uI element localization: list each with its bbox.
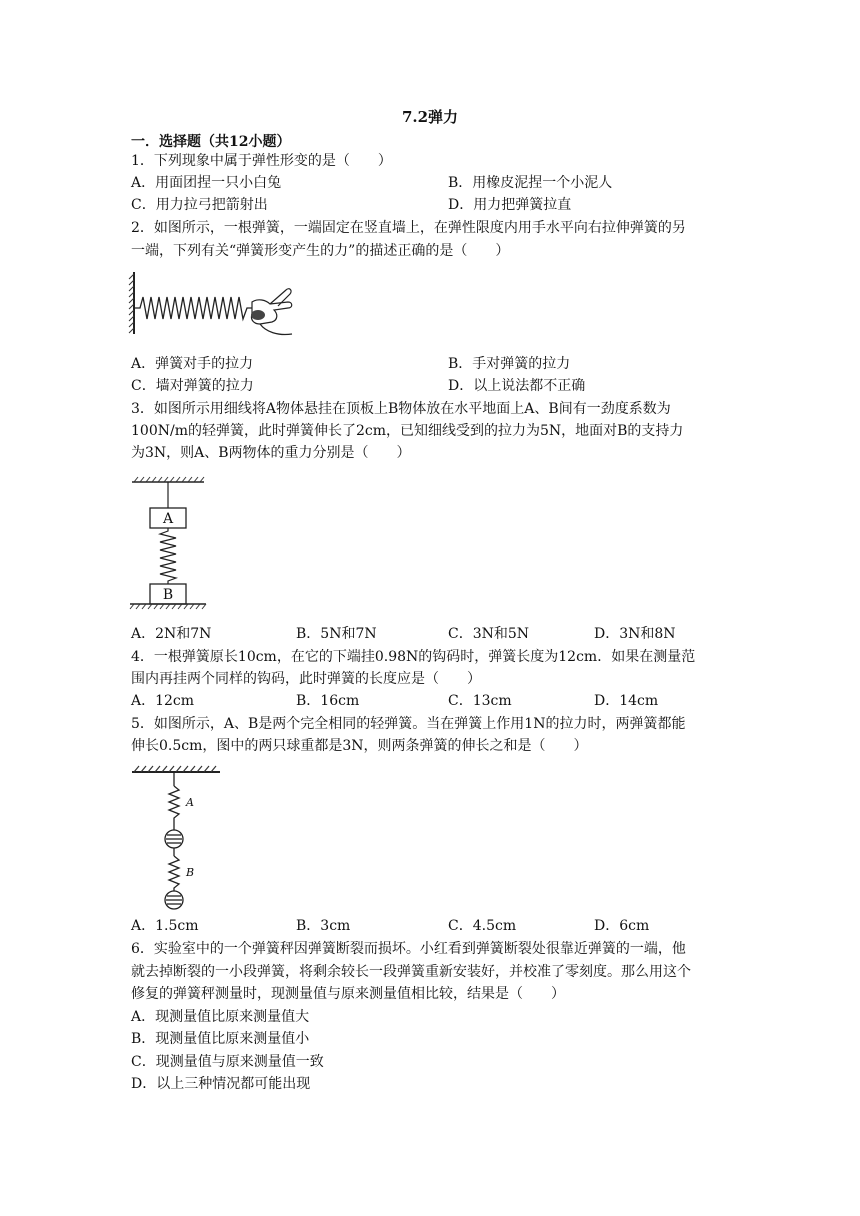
q2-stem-line1: 2．如图所示，一根弹簧，一端固定在竖直墙上，在弹性限度内用手水平向右拉伸弹簧的另 (131, 220, 686, 236)
q2-option-c: C．墙对弹簧的拉力 (131, 378, 254, 394)
q4-option-c: C．13cm (448, 693, 512, 709)
q3-two-blocks-figure (128, 476, 210, 612)
q1-option-d: D．用力把弹簧拉直 (448, 197, 572, 213)
q4-stem-line2: 围内再挂两个同样的钩码，此时弹簧的长度应是（ ） (131, 671, 481, 687)
q1-option-b: B．用橡皮泥捏一个小泥人 (448, 175, 613, 191)
q6-option-c: C．现测量值与原来测量值一致 (131, 1054, 324, 1070)
q2-option-b: B．手对弹簧的拉力 (448, 356, 571, 372)
q6-option-b: B．现测量值比原来测量值小 (131, 1031, 310, 1047)
q4-option-b: B．16cm (296, 693, 360, 709)
q3-option-a: A．2N和7N (131, 626, 212, 642)
q5-stem-line2: 伸长0.5cm，图中的两只球重都是3N，则两条弹簧的伸长之和是（ ） (131, 738, 588, 754)
q6-option-a: A．现测量值比原来测量值大 (131, 1009, 310, 1025)
q4-option-a: A．12cm (131, 693, 195, 709)
q5-spring-a-label: A (186, 796, 194, 809)
q4-option-d: D．14cm (594, 693, 659, 709)
q5-option-b: B．3cm (296, 918, 351, 934)
q6-option-d: D．以上三种情况都可能出现 (131, 1076, 311, 1092)
page-title: 7.2弹力 (401, 108, 459, 126)
q3-option-b: B．5N和7N (296, 626, 377, 642)
q3-stem-line3: 为3N，则A、B两物体的重力分别是（ ） (131, 445, 411, 461)
q6-stem-line2: 就去掉断裂的一小段弹簧，将剩余较长一段弹簧重新安装好，并校准了零刻度。那么用这个 (131, 964, 691, 980)
q5-spring-b-label: B (186, 866, 195, 879)
q4-stem-line1: 4．一根弹簧原长10cm，在它的下端挂0.98N的钩码时，弹簧长度为12cm．如果在测量范 (131, 649, 696, 665)
q3-option-c: C．3N和5N (448, 626, 530, 642)
q5-stem-line1: 5．如图所示，A、B是两个完全相同的轻弹簧。当在弹簧上作用1N的拉力时，两弹簧都能 (131, 716, 686, 732)
q5-option-c: C．4.5cm (448, 918, 517, 934)
q3-option-d: D．3N和8N (594, 626, 676, 642)
q2-stem-line2: 一端，下列有关“弹簧形变产生的力”的描述正确的是（ ） (131, 243, 510, 259)
q2-option-a: A．弹簧对手的拉力 (131, 356, 254, 372)
q3-block-a-label: A (162, 511, 174, 527)
q2-option-d: D．以上说法都不正确 (448, 378, 586, 394)
q1-stem: 1．下列现象中属于弹性形变的是（ ） (131, 153, 392, 169)
q3-block-b-label: B (162, 587, 174, 603)
section-heading: 一．选择题（共12小题） (131, 134, 291, 150)
q1-option-c: C．用力拉弓把箭射出 (131, 197, 268, 213)
q5-two-springs-figure (128, 764, 224, 910)
q1-option-a: A．用面团捏一只小白兔 (131, 175, 282, 191)
q3-stem-line2: 100N/m的轻弹簧，此时弹簧伸长了2cm，已知细线受到的拉力为5N，地面对B的支持力 (131, 423, 684, 439)
q5-option-d: D．6cm (594, 918, 650, 934)
q3-stem-line1: 3．如图所示用细线将A物体悬挂在顶板上B物体放在水平地面上A、B间有一劲度系数为 (131, 401, 671, 417)
q5-option-a: A．1.5cm (131, 918, 199, 934)
q2-spring-hand-figure (128, 270, 298, 340)
q6-stem-line1: 6．实验室中的一个弹簧秤因弹簧断裂而损坏。小红看到弹簧断裂处很靠近弹簧的一端，他 (131, 941, 686, 957)
q6-stem-line3: 修复的弹簧秤测量时，现测量值与原来测量值相比较，结果是（ ） (131, 986, 565, 1002)
